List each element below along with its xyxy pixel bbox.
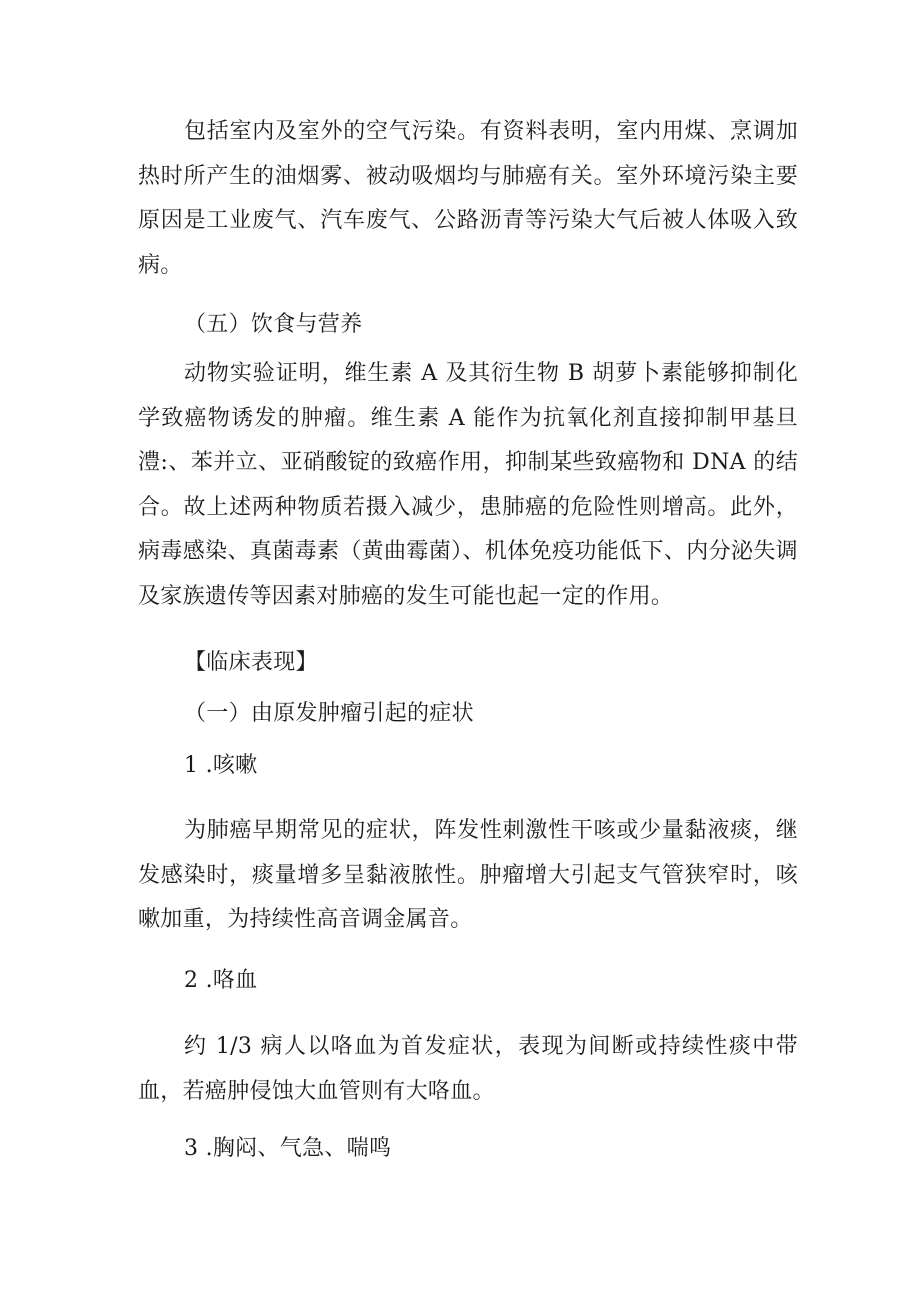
paragraph-vitamin-a: 动物实验证明，维生素 A 及其衍生物 B 胡萝卜素能够抑制化学致癌物诱发的肿瘤。维生素 A 能作为抗氧化剂直接抑制甲基旦澧:、苯并立、亚硝酸锭的致癌作用，抑制某些致癌物和 DNA 的结合。故上述两种物质若摄入减少，患肺癌的危险性则增高。此外，病毒感染、真菌毒素（黄曲霉菌）、机体免疫功能低下、内分泌失调及家族遗传等因素对肺癌的发生可能也起一定的作用。 — [138, 361, 798, 609]
heading-primary-tumor-symptoms: （一）由原发肿瘤引起的症状 — [184, 701, 474, 726]
paragraph-air-pollution: 包括室内及室外的空气污染。有资料表明，室内用煤、烹调加热时所产生的油烟雾、被动吸烟均与肺癌有关。室外环境污染主要原因是工业废气、汽车废气、公路沥青等污染大气后被人体吸入致病。 — [138, 119, 798, 278]
heading-diet-nutrition: （五）饮食与营养 — [184, 312, 363, 337]
heading-clinical-manifestations: 【临床表现】 — [184, 650, 318, 675]
paragraph-hemoptysis: 约 1/3 病人以咯血为首发症状，表现为间断或持续性痰中带血，若癌肿侵蚀大血管则有大咯血。 — [138, 1034, 798, 1104]
paragraph-cough: 为肺癌早期常见的症状，阵发性刺激性干咳或少量黏液痰，继发感染时，痰量增多呈黏液脓性。肿瘤增大引起支气管狭窄时，咳嗽加重，为持续性高音调金属音。 — [138, 818, 798, 932]
heading-cough: 1 .咳嗽 — [184, 753, 258, 778]
heading-hemoptysis: 2 .咯血 — [184, 968, 258, 993]
heading-chest-tightness: 3 .胸闷、气急、喘鸣 — [184, 1136, 392, 1161]
